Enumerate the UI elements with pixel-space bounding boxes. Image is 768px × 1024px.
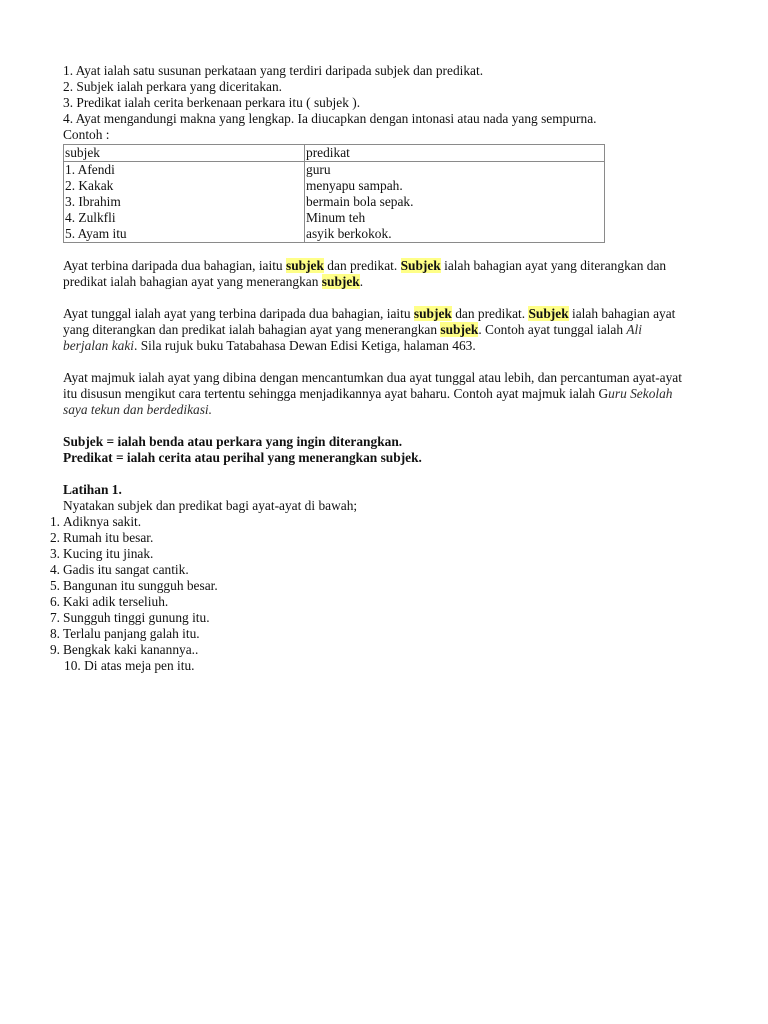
summary-subjek: Subjek = ialah benda atau perkara yang ingin diterangkan. bbox=[63, 434, 403, 449]
text-run: Ayat tunggal ialah ayat yang terbina daripada dua bahagian, iaitu bbox=[63, 306, 414, 321]
text-run: Ayat terbina daripada dua bahagian, iaitu bbox=[63, 258, 286, 273]
highlight-subjek: subjek bbox=[285, 258, 324, 273]
predikat-cell: guru bbox=[306, 162, 331, 177]
example-table bbox=[63, 144, 605, 243]
list-item-text: Bangunan itu sungguh besar. bbox=[63, 578, 218, 593]
text-run: ialah bahagian ayat yang diterangkan dan bbox=[440, 258, 667, 273]
definitions-list bbox=[63, 63, 713, 127]
list-item-number: 9. bbox=[49, 642, 60, 657]
text-run: . bbox=[359, 274, 364, 289]
subjek-column bbox=[64, 162, 305, 243]
latihan-title: Latihan 1. bbox=[63, 482, 122, 497]
list-item bbox=[49, 610, 713, 626]
list-item-text: Sungguh tinggi gunung itu. bbox=[63, 610, 210, 625]
table-header-subjek: subjek bbox=[64, 145, 305, 162]
list-item-text: Kucing itu jinak. bbox=[63, 546, 154, 561]
highlight-subjek: subjek bbox=[413, 306, 452, 321]
list-item-text: Adiknya sakit. bbox=[63, 514, 142, 529]
predikat-cell: menyapu sampah. bbox=[306, 178, 403, 193]
summary-predikat: Predikat = ialah cerita atau perihal yang menerangkan subjek. bbox=[63, 450, 422, 465]
highlight-subjek: subjek bbox=[321, 274, 360, 289]
predikat-cell: bermain bola sepak. bbox=[306, 194, 414, 209]
list-item-number: 5. bbox=[49, 578, 60, 593]
list-item-number: 2. bbox=[49, 530, 60, 545]
example-italic: saya tekun dan berdedikasi. bbox=[63, 402, 212, 417]
subjek-cell: 3. Ibrahim bbox=[65, 194, 121, 209]
list-item-text: Gadis itu sangat cantik. bbox=[63, 562, 189, 577]
list-item bbox=[49, 530, 713, 546]
subjek-cell: 5. Ayam itu bbox=[65, 226, 127, 241]
list-item-number: 1. bbox=[49, 514, 60, 529]
paragraph-ayat-tunggal bbox=[63, 306, 713, 354]
text-run: . Sila rujuk buku Tatabahasa Dewan Edisi Ketiga, halaman 463. bbox=[134, 338, 476, 353]
table-header-predikat: predikat bbox=[305, 145, 605, 162]
subjek-cell: 1. Afendi bbox=[65, 162, 115, 177]
list-item-last: 10. Di atas meja pen itu. bbox=[64, 658, 195, 673]
list-item bbox=[49, 642, 713, 658]
list-item bbox=[49, 546, 713, 562]
list-item bbox=[49, 514, 713, 530]
list-item-text: Bengkak kaki kanannya.. bbox=[63, 642, 199, 657]
text-run: predikat ialah bahagian ayat yang menerangkan bbox=[63, 274, 322, 289]
latihan-instruction: Nyatakan subjek dan predikat bagi ayat-ayat di bawah; bbox=[63, 498, 358, 513]
list-item-number: 6. bbox=[49, 594, 60, 609]
definition-1: 1. Ayat ialah satu susunan perkataan yang terdiri daripada subjek dan predikat. bbox=[63, 63, 484, 78]
list-item bbox=[49, 562, 713, 578]
definition-2: 2. Subjek ialah perkara yang diceritakan. bbox=[63, 79, 282, 94]
exercise-list bbox=[49, 514, 713, 674]
table-body-row bbox=[64, 162, 605, 243]
subjek-cell: 4. Zulkfli bbox=[65, 210, 116, 225]
text-run: ialah bahagian ayat bbox=[568, 306, 676, 321]
predikat-column bbox=[305, 162, 605, 243]
predikat-cell: Minum teh bbox=[306, 210, 366, 225]
text-run: yang diterangkan dan predikat ialah bahagian ayat yang menerangkan bbox=[63, 322, 441, 337]
example-italic: berjalan kaki bbox=[63, 338, 135, 353]
list-item-text: Terlalu panjang galah itu. bbox=[63, 626, 200, 641]
list-item-number: 7. bbox=[49, 610, 60, 625]
highlight-subjek: subjek bbox=[440, 322, 479, 337]
list-item-number: 4. bbox=[49, 562, 60, 577]
definition-4: 4. Ayat mengandungi makna yang lengkap. Ia diucapkan dengan intonasi atau nada yang sempurna. bbox=[63, 111, 597, 126]
definition-3: 3. Predikat ialah cerita berkenaan perkara itu ( subjek ). bbox=[63, 95, 361, 110]
latihan-section bbox=[49, 482, 713, 674]
highlight-subjek: Subjek bbox=[528, 306, 569, 321]
list-item-text: Rumah itu besar. bbox=[63, 530, 154, 545]
highlight-subjek: Subjek bbox=[400, 258, 441, 273]
text-run: Ayat majmuk ialah ayat yang dibina dengan mencantumkan dua ayat tunggal atau lebih, dan percantuman ayat-ayat bbox=[63, 370, 682, 385]
predikat-cell: asyik berkokok. bbox=[306, 226, 392, 241]
example-italic: uru Sekolah bbox=[608, 386, 673, 401]
document-content bbox=[49, 63, 713, 674]
list-item-number: 3. bbox=[49, 546, 60, 561]
text-run: dan predikat. bbox=[323, 258, 401, 273]
paragraph-ayat-majmuk bbox=[63, 370, 713, 418]
example-italic: Ali bbox=[626, 322, 642, 337]
summary-definitions bbox=[63, 434, 713, 466]
list-item-text: Kaki adik terseliuh. bbox=[63, 594, 169, 609]
text-run: itu disusun mengikut cara tertentu sehingga menjadikannya ayat baharu. Contoh ayat majmuk ialah G bbox=[63, 386, 609, 401]
list-item-number: 8. bbox=[49, 626, 60, 641]
table-header-row bbox=[64, 145, 605, 162]
text-run: dan predikat. bbox=[451, 306, 529, 321]
list-item bbox=[49, 594, 713, 610]
subjek-cell: 2. Kakak bbox=[65, 178, 114, 193]
text-run: . Contoh ayat tunggal ialah bbox=[478, 322, 627, 337]
contoh-label: Contoh : bbox=[63, 127, 110, 142]
list-item bbox=[49, 578, 713, 594]
paragraph-ayat bbox=[63, 258, 713, 290]
list-item bbox=[49, 626, 713, 642]
